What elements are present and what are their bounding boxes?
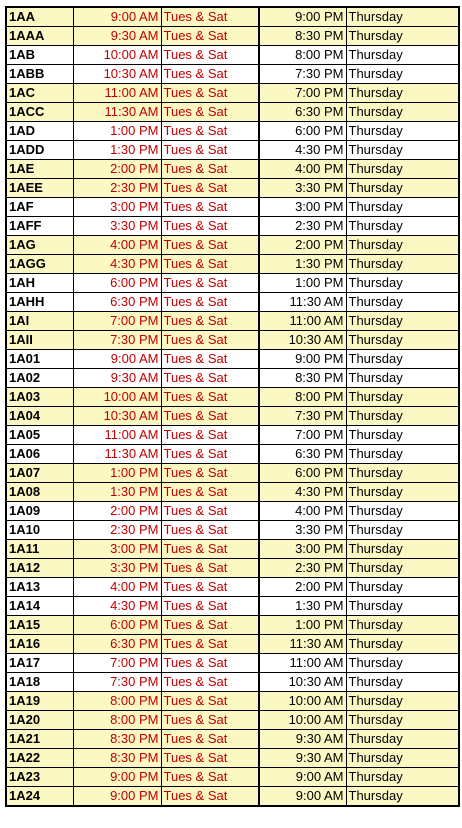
table-row — [6, 445, 459, 464]
row-code: 1AI — [6, 312, 73, 331]
row-time-first: 2:00 PM — [73, 160, 161, 179]
row-days-second: Thursday — [346, 749, 459, 768]
row-code: 1AB — [6, 46, 73, 65]
row-days-second: Thursday — [346, 597, 459, 616]
row-days-first: Tues & Sat — [161, 711, 259, 730]
table-row — [6, 255, 459, 274]
table-row — [6, 521, 459, 540]
row-time-first: 9:00 PM — [73, 768, 161, 787]
row-time-first: 9:00 PM — [73, 787, 161, 807]
row-time-second: 1:00 PM — [259, 274, 346, 293]
row-time-first: 4:30 PM — [73, 255, 161, 274]
row-days-first: Tues & Sat — [161, 616, 259, 635]
row-days-first: Tues & Sat — [161, 369, 259, 388]
row-code: 1A19 — [6, 692, 73, 711]
row-time-second: 6:30 PM — [259, 445, 346, 464]
row-code: 1A07 — [6, 464, 73, 483]
row-days-first: Tues & Sat — [161, 27, 259, 46]
row-time-second: 3:30 PM — [259, 521, 346, 540]
row-code: 1A14 — [6, 597, 73, 616]
row-days-first: Tues & Sat — [161, 198, 259, 217]
row-days-first: Tues & Sat — [161, 65, 259, 84]
row-code: 1AD — [6, 122, 73, 141]
row-code: 1A04 — [6, 407, 73, 426]
row-time-second: 1:30 PM — [259, 597, 346, 616]
row-code: 1A15 — [6, 616, 73, 635]
row-code: 1A17 — [6, 654, 73, 673]
row-time-second: 3:30 PM — [259, 179, 346, 198]
row-time-first: 11:00 AM — [73, 84, 161, 103]
row-time-first: 6:30 PM — [73, 293, 161, 312]
row-days-second: Thursday — [346, 426, 459, 445]
row-time-second: 6:30 PM — [259, 103, 346, 122]
row-time-first: 9:30 AM — [73, 369, 161, 388]
row-days-second: Thursday — [346, 673, 459, 692]
row-time-first: 6:00 PM — [73, 616, 161, 635]
table-row — [6, 578, 459, 597]
row-days-second: Thursday — [346, 198, 459, 217]
row-days-first: Tues & Sat — [161, 730, 259, 749]
row-time-second: 2:00 PM — [259, 236, 346, 255]
row-days-first: Tues & Sat — [161, 46, 259, 65]
table-row — [6, 27, 459, 46]
row-days-second: Thursday — [346, 483, 459, 502]
row-time-first: 9:30 AM — [73, 27, 161, 46]
row-days-second: Thursday — [346, 407, 459, 426]
row-time-first: 7:00 PM — [73, 654, 161, 673]
table-row — [6, 426, 459, 445]
table-row — [6, 350, 459, 369]
row-code: 1A22 — [6, 749, 73, 768]
row-days-first: Tues & Sat — [161, 350, 259, 369]
row-time-first: 9:00 AM — [73, 350, 161, 369]
table-row — [6, 7, 459, 27]
row-time-first: 1:30 PM — [73, 483, 161, 502]
row-code: 1AE — [6, 160, 73, 179]
row-time-second: 9:00 PM — [259, 350, 346, 369]
row-time-second: 8:00 PM — [259, 388, 346, 407]
row-days-first: Tues & Sat — [161, 122, 259, 141]
row-time-first: 9:00 AM — [73, 7, 161, 27]
row-time-first: 1:30 PM — [73, 141, 161, 160]
row-time-first: 7:00 PM — [73, 312, 161, 331]
row-days-first: Tues & Sat — [161, 103, 259, 122]
row-days-first: Tues & Sat — [161, 388, 259, 407]
row-time-second: 7:00 PM — [259, 84, 346, 103]
row-days-second: Thursday — [346, 578, 459, 597]
row-days-second: Thursday — [346, 293, 459, 312]
row-time-second: 10:30 AM — [259, 673, 346, 692]
row-time-first: 2:30 PM — [73, 179, 161, 198]
table-row — [6, 673, 459, 692]
row-time-second: 8:30 PM — [259, 27, 346, 46]
row-days-first: Tues & Sat — [161, 217, 259, 236]
row-days-first: Tues & Sat — [161, 768, 259, 787]
row-code: 1A24 — [6, 787, 73, 807]
row-days-second: Thursday — [346, 7, 459, 27]
row-time-second: 11:00 AM — [259, 312, 346, 331]
table-row — [6, 217, 459, 236]
row-code: 1A05 — [6, 426, 73, 445]
table-row — [6, 388, 459, 407]
row-time-second: 9:00 AM — [259, 768, 346, 787]
row-time-second: 1:30 PM — [259, 255, 346, 274]
row-code: 1ADD — [6, 141, 73, 160]
table-row — [6, 274, 459, 293]
table-row — [6, 331, 459, 350]
schedule-body — [6, 7, 459, 806]
table-row — [6, 692, 459, 711]
table-row — [6, 559, 459, 578]
row-days-first: Tues & Sat — [161, 559, 259, 578]
row-time-second: 6:00 PM — [259, 122, 346, 141]
table-row — [6, 312, 459, 331]
table-row — [6, 160, 459, 179]
row-days-second: Thursday — [346, 255, 459, 274]
row-code: 1AHH — [6, 293, 73, 312]
row-days-second: Thursday — [346, 787, 459, 807]
table-row — [6, 730, 459, 749]
row-time-second: 8:00 PM — [259, 46, 346, 65]
row-time-first: 1:00 PM — [73, 122, 161, 141]
row-time-second: 7:30 PM — [259, 65, 346, 84]
row-time-first: 10:00 AM — [73, 388, 161, 407]
row-time-first: 8:30 PM — [73, 730, 161, 749]
row-code: 1A20 — [6, 711, 73, 730]
row-days-first: Tues & Sat — [161, 141, 259, 160]
row-time-second: 3:00 PM — [259, 540, 346, 559]
row-time-second: 11:30 AM — [259, 293, 346, 312]
row-days-first: Tues & Sat — [161, 7, 259, 27]
row-days-first: Tues & Sat — [161, 407, 259, 426]
row-days-second: Thursday — [346, 616, 459, 635]
row-time-first: 10:30 AM — [73, 407, 161, 426]
row-time-second: 4:30 PM — [259, 483, 346, 502]
row-code: 1A02 — [6, 369, 73, 388]
row-days-first: Tues & Sat — [161, 312, 259, 331]
row-time-first: 4:00 PM — [73, 578, 161, 597]
row-time-second: 4:00 PM — [259, 160, 346, 179]
row-time-second: 1:00 PM — [259, 616, 346, 635]
row-code: 1AA — [6, 7, 73, 27]
row-code: 1A01 — [6, 350, 73, 369]
row-days-second: Thursday — [346, 122, 459, 141]
table-row — [6, 46, 459, 65]
row-code: 1A18 — [6, 673, 73, 692]
table-row — [6, 293, 459, 312]
row-time-first: 2:30 PM — [73, 521, 161, 540]
row-code: 1AC — [6, 84, 73, 103]
row-days-first: Tues & Sat — [161, 483, 259, 502]
row-time-first: 8:00 PM — [73, 692, 161, 711]
row-time-second: 9:00 AM — [259, 787, 346, 807]
row-days-second: Thursday — [346, 274, 459, 293]
row-days-first: Tues & Sat — [161, 274, 259, 293]
table-row — [6, 616, 459, 635]
row-code: 1A03 — [6, 388, 73, 407]
row-code: 1ABB — [6, 65, 73, 84]
row-time-first: 8:30 PM — [73, 749, 161, 768]
row-days-second: Thursday — [346, 445, 459, 464]
row-days-first: Tues & Sat — [161, 654, 259, 673]
row-days-second: Thursday — [346, 540, 459, 559]
row-code: 1A21 — [6, 730, 73, 749]
row-code: 1A10 — [6, 521, 73, 540]
row-time-first: 3:00 PM — [73, 198, 161, 217]
row-time-second: 10:30 AM — [259, 331, 346, 350]
row-time-first: 1:00 PM — [73, 464, 161, 483]
row-days-first: Tues & Sat — [161, 255, 259, 274]
row-time-second: 2:30 PM — [259, 217, 346, 236]
row-time-second: 9:30 AM — [259, 749, 346, 768]
row-days-second: Thursday — [346, 711, 459, 730]
row-time-first: 11:00 AM — [73, 426, 161, 445]
row-days-first: Tues & Sat — [161, 692, 259, 711]
row-days-second: Thursday — [346, 84, 459, 103]
row-days-first: Tues & Sat — [161, 540, 259, 559]
row-code: 1AF — [6, 198, 73, 217]
row-time-second: 10:00 AM — [259, 711, 346, 730]
row-time-first: 4:30 PM — [73, 597, 161, 616]
row-time-first: 7:30 PM — [73, 331, 161, 350]
row-time-first: 4:00 PM — [73, 236, 161, 255]
row-days-second: Thursday — [346, 388, 459, 407]
row-days-second: Thursday — [346, 768, 459, 787]
row-days-first: Tues & Sat — [161, 236, 259, 255]
row-days-first: Tues & Sat — [161, 502, 259, 521]
table-row — [6, 464, 459, 483]
table-row — [6, 179, 459, 198]
row-days-first: Tues & Sat — [161, 160, 259, 179]
row-days-second: Thursday — [346, 730, 459, 749]
row-code: 1AGG — [6, 255, 73, 274]
row-code: 1A12 — [6, 559, 73, 578]
row-days-second: Thursday — [346, 312, 459, 331]
row-time-first: 11:30 AM — [73, 103, 161, 122]
row-days-second: Thursday — [346, 654, 459, 673]
row-days-first: Tues & Sat — [161, 597, 259, 616]
row-days-first: Tues & Sat — [161, 445, 259, 464]
row-days-first: Tues & Sat — [161, 749, 259, 768]
row-days-second: Thursday — [346, 27, 459, 46]
table-row — [6, 122, 459, 141]
row-time-second: 10:00 AM — [259, 692, 346, 711]
row-time-first: 3:30 PM — [73, 559, 161, 578]
row-days-second: Thursday — [346, 179, 459, 198]
table-row — [6, 84, 459, 103]
row-code: 1A08 — [6, 483, 73, 502]
row-code: 1A13 — [6, 578, 73, 597]
row-time-second: 4:00 PM — [259, 502, 346, 521]
row-days-second: Thursday — [346, 635, 459, 654]
row-days-first: Tues & Sat — [161, 84, 259, 103]
row-time-first: 6:00 PM — [73, 274, 161, 293]
row-time-first: 3:30 PM — [73, 217, 161, 236]
row-days-second: Thursday — [346, 65, 459, 84]
row-days-second: Thursday — [346, 502, 459, 521]
row-days-first: Tues & Sat — [161, 521, 259, 540]
row-time-first: 7:30 PM — [73, 673, 161, 692]
row-code: 1AFF — [6, 217, 73, 236]
row-time-first: 3:00 PM — [73, 540, 161, 559]
table-row — [6, 198, 459, 217]
table-row — [6, 141, 459, 160]
table-row — [6, 635, 459, 654]
row-time-second: 7:00 PM — [259, 426, 346, 445]
row-time-second: 9:30 AM — [259, 730, 346, 749]
row-days-second: Thursday — [346, 521, 459, 540]
row-days-second: Thursday — [346, 160, 459, 179]
row-days-first: Tues & Sat — [161, 673, 259, 692]
row-days-first: Tues & Sat — [161, 578, 259, 597]
row-code: 1AH — [6, 274, 73, 293]
table-row — [6, 369, 459, 388]
row-code: 1AEE — [6, 179, 73, 198]
row-days-first: Tues & Sat — [161, 179, 259, 198]
row-time-second: 2:30 PM — [259, 559, 346, 578]
row-days-second: Thursday — [346, 103, 459, 122]
table-row — [6, 597, 459, 616]
row-time-second: 7:30 PM — [259, 407, 346, 426]
row-code: 1A16 — [6, 635, 73, 654]
row-days-second: Thursday — [346, 464, 459, 483]
table-row — [6, 711, 459, 730]
row-time-second: 6:00 PM — [259, 464, 346, 483]
row-time-second: 9:00 PM — [259, 7, 346, 27]
row-days-first: Tues & Sat — [161, 635, 259, 654]
row-time-second: 4:30 PM — [259, 141, 346, 160]
table-row — [6, 787, 459, 807]
row-days-first: Tues & Sat — [161, 293, 259, 312]
table-row — [6, 483, 459, 502]
row-time-first: 10:00 AM — [73, 46, 161, 65]
row-days-first: Tues & Sat — [161, 464, 259, 483]
row-time-second: 2:00 PM — [259, 578, 346, 597]
row-time-second: 11:30 AM — [259, 635, 346, 654]
row-days-second: Thursday — [346, 350, 459, 369]
row-days-second: Thursday — [346, 559, 459, 578]
row-days-second: Thursday — [346, 236, 459, 255]
row-days-second: Thursday — [346, 46, 459, 65]
table-row — [6, 749, 459, 768]
table-row — [6, 236, 459, 255]
row-time-first: 8:00 PM — [73, 711, 161, 730]
table-row — [6, 540, 459, 559]
row-time-first: 10:30 AM — [73, 65, 161, 84]
row-days-first: Tues & Sat — [161, 787, 259, 807]
row-days-second: Thursday — [346, 217, 459, 236]
table-row — [6, 502, 459, 521]
table-row — [6, 407, 459, 426]
row-days-first: Tues & Sat — [161, 426, 259, 445]
schedule-table — [5, 6, 460, 807]
row-code: 1AAA — [6, 27, 73, 46]
row-code: 1AG — [6, 236, 73, 255]
row-time-first: 2:00 PM — [73, 502, 161, 521]
row-time-first: 6:30 PM — [73, 635, 161, 654]
row-time-second: 3:00 PM — [259, 198, 346, 217]
table-row — [6, 654, 459, 673]
row-code: 1A09 — [6, 502, 73, 521]
row-days-second: Thursday — [346, 692, 459, 711]
row-time-second: 11:00 AM — [259, 654, 346, 673]
row-days-second: Thursday — [346, 331, 459, 350]
row-code: 1A11 — [6, 540, 73, 559]
table-row — [6, 65, 459, 84]
row-code: 1A06 — [6, 445, 73, 464]
row-time-first: 11:30 AM — [73, 445, 161, 464]
row-days-second: Thursday — [346, 369, 459, 388]
table-row — [6, 768, 459, 787]
row-time-second: 8:30 PM — [259, 369, 346, 388]
row-code: 1ACC — [6, 103, 73, 122]
row-days-second: Thursday — [346, 141, 459, 160]
row-code: 1A23 — [6, 768, 73, 787]
row-days-first: Tues & Sat — [161, 331, 259, 350]
table-row — [6, 103, 459, 122]
row-code: 1AII — [6, 331, 73, 350]
